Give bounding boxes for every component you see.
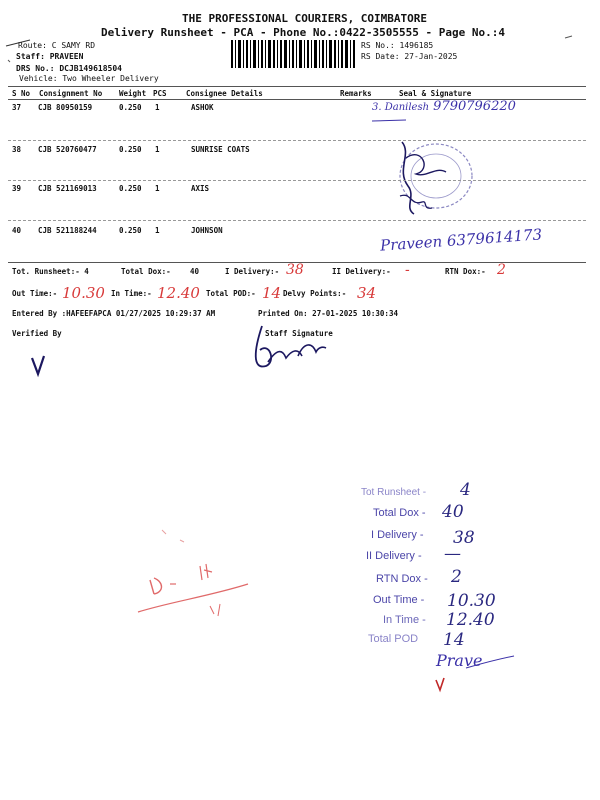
row-signature-text: Praveen 6379614173	[379, 225, 543, 255]
row-consignee: SUNRISE COATS	[191, 145, 250, 154]
stamp-value: 2	[451, 567, 462, 587]
row-consignee: ASHOK	[191, 103, 214, 112]
row-divider	[8, 140, 586, 141]
stamp-label: II Delivery -	[366, 550, 422, 562]
rs-number: RS No.: 1496185	[361, 41, 434, 50]
stamp-label: Out Time -	[373, 594, 425, 606]
stamp-value: —	[444, 544, 461, 564]
drs-info: DRS No.: DCJB149618504	[16, 64, 122, 73]
in-time-label: In Time:-	[111, 289, 152, 298]
total-pod-label: Total POD:-	[206, 289, 256, 298]
stamp-value: 40	[442, 502, 464, 522]
col-pcs: PCS	[153, 89, 167, 98]
row-weight: 0.250	[119, 145, 142, 154]
row-signature-text: 3. Danilesh 9790796220	[372, 99, 516, 114]
row-consignment: CJB 520760477	[38, 145, 97, 154]
stamp-label: I Delivery -	[371, 529, 424, 541]
stamp-signature: Prave	[436, 651, 483, 670]
runsheet-subtitle: Delivery Runsheet - PCA - Phone No.:0422-3505555 - Page No.:4	[101, 26, 505, 39]
stamp-value: 38	[453, 528, 475, 548]
row-weight: 0.250	[119, 226, 142, 235]
out-time-label: Out Time:-	[12, 289, 58, 298]
rule-top	[8, 86, 586, 87]
stamp-value: 4	[460, 480, 471, 500]
col-consignment: Consignment No	[39, 89, 103, 98]
stamp-value: 10.30	[447, 591, 496, 611]
staff-info: Staff: PRAVEEN	[16, 52, 84, 61]
delvy-points-label: Delvy Points:-	[283, 289, 347, 298]
stamp-label: Total POD	[368, 633, 419, 645]
company-title: THE PROFESSIONAL COURIERS, COIMBATORE	[182, 12, 428, 25]
printed-on: Printed On: 27-01-2025 10:30:34	[258, 309, 398, 318]
staff-signature-label: Staff Signature	[265, 329, 333, 338]
row-sno: 39	[12, 184, 22, 193]
verified-by: Verified By	[12, 329, 62, 338]
out-time-value: 10.30	[62, 284, 105, 302]
row-weight: 0.250	[119, 184, 142, 193]
row-consignment: CJB 521188244	[38, 226, 97, 235]
entered-by: Entered By :HAFEEFAPCA 01/27/2025 10:29:37 AM	[12, 309, 216, 318]
total-pod-value: 14	[262, 284, 282, 302]
ii-delivery-label: II Delivery:-	[332, 267, 391, 276]
seal-stamp	[392, 136, 482, 220]
row-sno: 40	[12, 226, 22, 235]
in-time-value: 12.40	[157, 284, 200, 302]
rtn-dox-label: RTN Dox:-	[445, 267, 486, 276]
row-sno: 37	[12, 103, 22, 112]
row-sno: 38	[12, 145, 22, 154]
col-remarks: Remarks	[340, 89, 372, 98]
stamp-value: 12.40	[446, 610, 495, 630]
signature-underline	[370, 118, 410, 124]
stamp-value: 14	[443, 630, 465, 650]
stamp-signature-flourish	[430, 650, 530, 700]
delvy-points-value: 34	[357, 284, 377, 302]
stamp-label: Tot Runsheet -	[361, 487, 427, 498]
red-pen-marks	[130, 520, 280, 620]
col-weight: Weight	[119, 89, 147, 98]
row-consignment: CJB 521169013	[38, 184, 97, 193]
col-consignee: Consignee Details	[186, 89, 263, 98]
row-consignee: AXIS	[191, 184, 210, 193]
rs-date: RS Date: 27-Jan-2025	[361, 52, 458, 61]
total-dox-label: Total Dox:-	[121, 267, 171, 276]
vehicle-info: Vehicle: Two Wheeler Delivery	[19, 74, 159, 83]
row-weight: 0.250	[119, 103, 142, 112]
stamp-label: Total Dox -	[373, 507, 426, 519]
i-delivery-label: I Delivery:-	[225, 267, 280, 276]
stamp-label: RTN Dox -	[376, 573, 428, 585]
col-seal-signature: Seal & Signature	[399, 89, 472, 98]
i-delivery-value: 38	[286, 262, 304, 278]
stamp-label: In Time -	[383, 614, 426, 626]
row-divider	[8, 220, 586, 221]
row-pcs: 1	[155, 184, 160, 193]
row-consignment: CJB 80950159	[38, 103, 93, 112]
row-pcs: 1	[155, 145, 160, 154]
tot-runsheet: Tot. Runsheet:- 4	[12, 267, 89, 276]
row-consignee: JOHNSON	[191, 226, 223, 235]
signature-strokes	[0, 320, 600, 400]
route-info: Route: C SAMY RD	[18, 41, 96, 50]
row-pcs: 1	[155, 103, 160, 112]
rtn-dox-value: 2	[497, 262, 506, 278]
total-dox-value: 40	[190, 267, 200, 276]
row-divider	[8, 180, 586, 181]
row-pcs: 1	[155, 226, 160, 235]
ii-delivery-value: -	[405, 262, 410, 278]
col-sno: S No	[12, 89, 31, 98]
